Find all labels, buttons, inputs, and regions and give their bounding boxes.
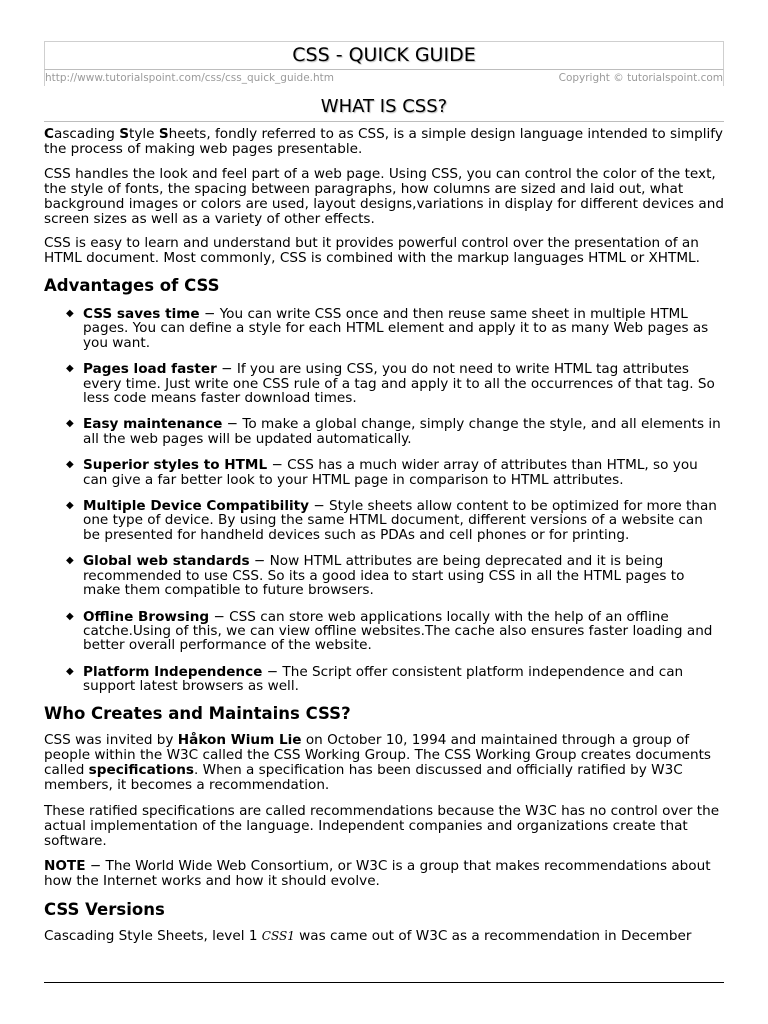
intro-paragraph-1: Cascading Style Sheets, fondly referred to as CSS, is a simple design language intended to simplify the process of making web pages presentable. — [44, 126, 723, 157]
versions-paragraph-1: Cascading Style Sheets, level 1 CSS1 was came out of W3C as a recommendation in December — [44, 927, 692, 944]
who-paragraph-1: CSS was invited by Håkon Wium Lie on October 10, 1994 and maintained through a group of people within the W3C called the CSS Working Group. The CSS Working Group creates documents called specifications. When a specification has been discussed and officially ratified by W3C members, it becomes a recommendation. — [44, 731, 712, 793]
source-url: http://www.tutorialspoint.com/css/css_quick_guide.htm — [45, 72, 335, 84]
bullet-icon: ◆ — [66, 363, 74, 375]
note-paragraph: NOTE − The World Wide Web Consortium, or W3C is a group that makes recommendations about how the Internet works and how it should evolve. — [44, 857, 711, 889]
list-item: ◆ Global web standards − Now HTML attributes are being deprecated and it is being recommended to use CSS. So its a good idea to start using CSS in all the HTML pages to make them compatible to future browsers. — [66, 553, 685, 599]
advantages-list — [44, 307, 724, 694]
who-heading: Who Creates and Maintains CSS? — [44, 703, 351, 723]
intro-paragraph-2: CSS handles the look and feel part of a web page. Using CSS, you can control the color of the text, the style of fonts, the spacing between paragraphs, how columns are sized and laid out, what background images or colors are used, layout designs,variations in display for different devices and screen sizes as well as a variety of other effects. — [44, 166, 724, 227]
bullet-icon: ◆ — [66, 308, 74, 319]
list-item: ◆ Easy maintenance − To make a global change, simply change the style, and all elements in all the web pages will be updated automatically. — [66, 416, 721, 447]
who-paragraph-2: These ratified specifications are called recommendations because the W3C has no control over the actual implementation of the language. Independent companies and organizations create that software. — [44, 802, 720, 849]
versions-heading: CSS Versions — [44, 899, 165, 919]
document-page — [44, 41, 724, 944]
bullet-icon: ◆ — [66, 500, 74, 512]
advantages-heading: Advantages of CSS — [44, 276, 220, 295]
bullet-icon: ◆ — [66, 665, 74, 677]
page-bottom-rule — [44, 982, 724, 983]
url-bar — [44, 69, 724, 86]
list-item: ◆ Offline Browsing − CSS can store web applications locally with the help of an offline catche.Using of this, we can view offline websites.The cache also ensures faster loading and better overall performance of the website. — [66, 608, 713, 654]
section-title: WHAT IS CSS? — [44, 93, 724, 122]
list-item: ◆ Superior styles to HTML − CSS has a much wider array of attributes than HTML, so you can give a far better look to your HTML page in comparison to HTML attributes. — [66, 457, 698, 488]
document-title: CSS - QUICK GUIDE — [44, 41, 724, 69]
list-item: ◆ Platform Independence − The Script offer consistent platform independence and can support latest browsers as well. — [66, 663, 684, 695]
bullet-icon: ◆ — [66, 418, 74, 430]
copyright-text: Copyright © tutorialspoint.com — [558, 72, 723, 84]
list-item: ◆ Multiple Device Compatibility − Style sheets allow content to be optimized for more than one type of device. By using the same HTML document, different versions of a website can be presented for handheld devices such as PDAs and cell phones or for printing. — [66, 498, 717, 543]
bullet-icon: ◆ — [66, 610, 74, 622]
bullet-icon: ◆ — [66, 459, 74, 471]
list-item: ◆ Pages load faster − If you are using CSS, you do not need to write HTML tag attributes every time. Just write one CSS rule of a tag and apply it to all the occurrences of that tag. So less code means faster download times. — [66, 361, 715, 407]
list-item: ◆ CSS saves time − You can write CSS once and then reuse same sheet in multiple HTML pages. You can define a style for each HTML element and apply it to as many Web pages as you want. — [66, 306, 709, 351]
bullet-icon: ◆ — [66, 555, 74, 567]
intro-paragraph-3: CSS is easy to learn and understand but it provides powerful control over the presentation of an HTML document. Most commonly, CSS is combined with the markup languages HTML or XHTML. — [44, 235, 700, 266]
